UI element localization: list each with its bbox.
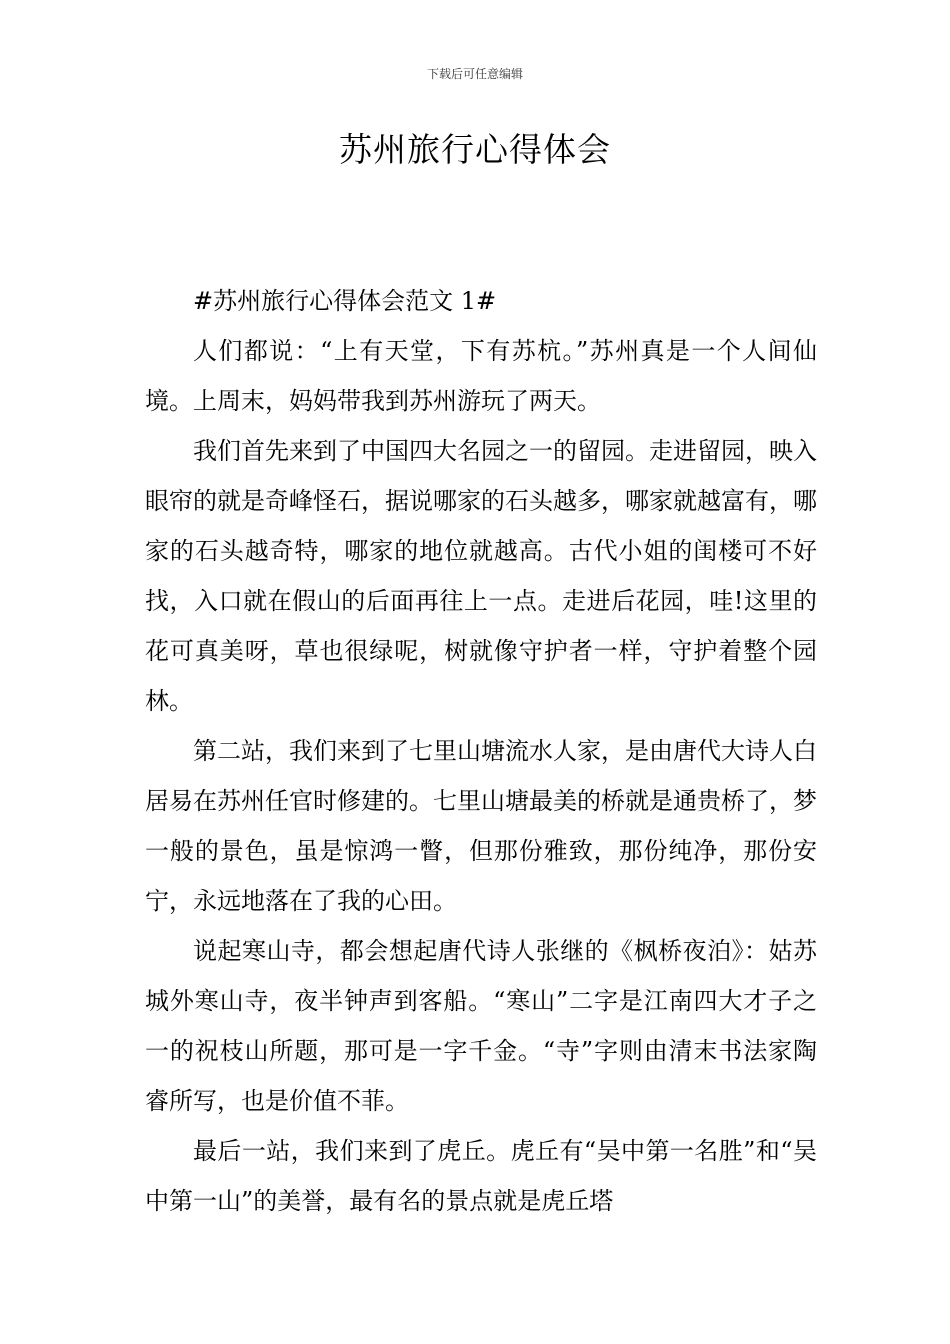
- paragraph: 第二站，我们来到了七里山塘流水人家，是由唐代大诗人白居易在苏州任官时修建的。七里山塘最美的桥就是通贵桥了，梦一般的景色，虽是惊鸿一瞥，但那份雅致，那份纯净，那份安宁，永远地落在了我的心田。: [145, 737, 817, 915]
- header-note: 下载后可任意编辑: [426, 67, 523, 81]
- paragraph: 我们首先来到了中国四大名园之一的留园。走进留园，映入眼帘的就是奇峰怪石，据说哪家的石头越多，哪家就越富有，哪家的石头越奇特，哪家的地位就越高。古代小姐的闺楼可不好找，入口就在假山的后面再往上一点。走进后花园，哇!这里的花可真美呀，草也很绿呢，树就像守护者一样，守护着整个园林。: [145, 437, 817, 715]
- paragraph: 最后一站，我们来到了虎丘。虎丘有“吴中第一名胜”和“吴中第一山”的美誉，最有名的景点就是虎丘塔: [145, 1137, 817, 1215]
- section-heading: #苏州旅行心得体会范文 1#: [193, 287, 497, 315]
- paragraph: 说起寒山寺，都会想起唐代诗人张继的《枫桥夜泊》：姑苏城外寒山寺，夜半钟声到客船。“寒山”二字是江南四大才子之一的祝枝山所题，那可是一字千金。“寺”字则由清末书法家陶睿所写，也是价值不菲。: [145, 937, 817, 1115]
- document-body: [145, 276, 817, 1226]
- paragraph: 人们都说：“上有天堂，下有苏杭。”苏州真是一个人间仙境。上周末，妈妈带我到苏州游玩了两天。: [145, 337, 817, 415]
- page-title: 苏州旅行心得体会: [339, 130, 611, 169]
